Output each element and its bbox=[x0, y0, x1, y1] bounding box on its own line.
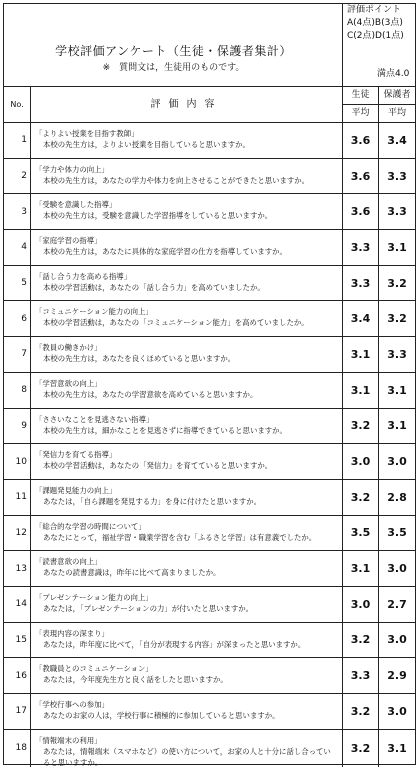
parent-average: 3.1 bbox=[387, 419, 407, 433]
row-content bbox=[31, 516, 343, 551]
student-average: 3.3 bbox=[343, 230, 379, 265]
row-heading: 「プレゼンテーション能力の向上」 bbox=[35, 592, 153, 602]
title-box bbox=[4, 4, 343, 86]
student-average: 3.2 bbox=[343, 730, 379, 767]
row-content bbox=[31, 730, 343, 767]
row-number: 8 bbox=[4, 373, 31, 408]
points-line-1: A(4点)B(3点) bbox=[347, 18, 403, 28]
row-question: あなたは，昨年度に比べて，「自分が表現する内容」が深まったと思いますか。 bbox=[43, 639, 306, 649]
row-heading: 「話し合う力を高める指導」 bbox=[35, 271, 132, 281]
row-content bbox=[31, 230, 343, 265]
row-number: 10 bbox=[4, 444, 31, 479]
table-row bbox=[4, 516, 415, 552]
table-row bbox=[4, 587, 415, 623]
row-content bbox=[31, 194, 343, 229]
row-heading: 「発信力を育てる指導」 bbox=[35, 450, 117, 460]
row-number: 12 bbox=[4, 516, 31, 551]
student-average: 3.1 bbox=[343, 551, 379, 586]
row-question: あなたは，「プレゼンテーションの力」が付いたと思いますか。 bbox=[43, 603, 254, 613]
parent-average: 3.3 bbox=[387, 205, 407, 219]
row-heading: 「学習意欲の向上」 bbox=[35, 378, 102, 388]
row-number: 17 bbox=[4, 694, 31, 729]
table-row bbox=[4, 301, 415, 337]
row-number: 6 bbox=[4, 301, 31, 336]
row-number: 15 bbox=[4, 623, 31, 658]
table-row bbox=[4, 480, 415, 516]
table-row bbox=[4, 123, 415, 159]
row-heading: 「ささいなことを見逃さない指導」 bbox=[35, 414, 154, 424]
row-number: 4 bbox=[4, 230, 31, 265]
row-content bbox=[31, 480, 343, 515]
page-title: 学校評価アンケート（生徒・保護者集計） bbox=[55, 44, 292, 58]
student-average: 3.3 bbox=[343, 658, 379, 693]
parent-average: 3.3 bbox=[387, 347, 407, 361]
row-question: あなたにとって，福祉学習・職業学習を含む「ふるさと学習」は有意義でしたか。 bbox=[43, 532, 317, 542]
row-heading: 「教員の働きかけ」 bbox=[35, 343, 102, 353]
table-body bbox=[4, 123, 415, 767]
row-heading: 「家庭学習の指導」 bbox=[35, 236, 102, 246]
table-row bbox=[4, 694, 415, 730]
student-average: 3.2 bbox=[343, 480, 379, 515]
row-number: 3 bbox=[4, 194, 31, 229]
parent-average: 3.0 bbox=[387, 704, 407, 718]
row-number: 7 bbox=[4, 337, 31, 372]
table-row bbox=[4, 337, 415, 373]
col-parent-sub: 平均 bbox=[387, 108, 406, 118]
row-question: 本校の先生方は，よりよい授業を目指していると思いますか。 bbox=[43, 140, 250, 149]
parent-average: 3.2 bbox=[387, 276, 407, 290]
row-heading: 「総合的な学習の時間について」 bbox=[35, 521, 146, 531]
student-average: 3.6 bbox=[343, 194, 379, 229]
parent-average: 2.9 bbox=[387, 669, 407, 683]
row-content bbox=[31, 337, 343, 372]
col-student-sub: 平均 bbox=[351, 108, 370, 118]
row-heading: 「学校行事への参加」 bbox=[35, 700, 109, 709]
row-question: 本校の先生方は，細かなことを見逃さずに指導できていると思いますか。 bbox=[43, 425, 287, 435]
row-question: あなたは，情報端末（スマホなど）の使い方について，お家の人と十分に話し合っていると思いますか。 bbox=[43, 746, 331, 767]
parent-average: 2.7 bbox=[387, 597, 407, 611]
row-question: あなたは，今年度先生方と良く話をしたと思いますか。 bbox=[43, 675, 228, 685]
column-headers bbox=[4, 87, 415, 123]
col-student-label: 生徒 bbox=[343, 87, 378, 105]
row-number: 14 bbox=[4, 587, 31, 622]
student-average: 3.1 bbox=[343, 337, 379, 372]
student-average: 3.5 bbox=[343, 516, 379, 551]
row-question: 本校の先生方は，あなたを良くほめていると思いますか。 bbox=[43, 354, 236, 364]
survey-table bbox=[3, 3, 416, 765]
parent-average: 3.0 bbox=[387, 562, 407, 576]
parent-average: 2.8 bbox=[387, 490, 407, 504]
row-number: 2 bbox=[4, 159, 31, 194]
points-line-2: C(2点)D(1点) bbox=[347, 31, 404, 41]
col-content: 評価内容 bbox=[31, 87, 343, 122]
row-number: 16 bbox=[4, 658, 31, 693]
table-row bbox=[4, 230, 415, 266]
row-question: 本校の先生方は，あなたの学習意欲を高めていると思いますか。 bbox=[43, 389, 258, 399]
row-question: 本校の先生方は，あなたに具体的な家庭学習の仕方を指導していますか。 bbox=[43, 247, 287, 257]
row-content bbox=[31, 444, 343, 479]
table-row bbox=[4, 730, 415, 767]
row-content bbox=[31, 551, 343, 586]
row-heading: 「読書意欲の向上」 bbox=[35, 557, 102, 567]
row-heading: 「課題発見能力の向上」 bbox=[35, 485, 117, 495]
student-average: 3.4 bbox=[343, 301, 379, 336]
row-question: あなたのお家の人は，学校行事に積極的に参加していると思いますか。 bbox=[43, 711, 280, 720]
row-question: 本校の先生方は，あなたの学力や体力を向上させることができたと思いますか。 bbox=[43, 175, 310, 185]
row-number: 1 bbox=[4, 123, 31, 158]
row-content bbox=[31, 409, 343, 444]
row-number: 13 bbox=[4, 551, 31, 586]
row-heading: 「コミュニケーション能力の向上」 bbox=[35, 307, 153, 317]
student-average: 3.0 bbox=[343, 444, 379, 479]
student-average: 3.3 bbox=[343, 266, 379, 301]
row-number: 18 bbox=[4, 730, 31, 767]
row-question: 本校の学習活動は，あなたの「コミュニケーション能力」を高めていましたか。 bbox=[43, 318, 309, 328]
parent-average: 3.4 bbox=[387, 133, 407, 147]
row-number: 9 bbox=[4, 409, 31, 444]
row-number: 11 bbox=[4, 480, 31, 515]
max-score: 満点4.0 bbox=[377, 69, 410, 79]
table-row bbox=[4, 444, 415, 480]
table-row bbox=[4, 623, 415, 659]
row-heading: 「学力や体力の向上」 bbox=[35, 164, 109, 174]
parent-average: 3.2 bbox=[387, 312, 407, 326]
table-header bbox=[4, 4, 415, 87]
row-question: 本校の学習活動は，あなたの「話し合う力」を高めていましたか。 bbox=[43, 282, 265, 292]
row-content bbox=[31, 373, 343, 408]
table-row bbox=[4, 658, 415, 694]
table-row bbox=[4, 266, 415, 302]
parent-average: 3.0 bbox=[387, 633, 407, 647]
student-average: 3.6 bbox=[343, 123, 379, 158]
parent-average: 3.1 bbox=[387, 383, 407, 397]
row-heading: 「受験を意識した指導」 bbox=[35, 200, 117, 210]
title-note: ※ 質問文は，生徒用のものです。 bbox=[102, 63, 245, 73]
parent-average: 3.1 bbox=[387, 240, 407, 254]
row-content bbox=[31, 658, 343, 693]
table-row bbox=[4, 194, 415, 230]
parent-average: 3.0 bbox=[387, 455, 407, 469]
table-row bbox=[4, 373, 415, 409]
row-content bbox=[31, 159, 343, 194]
row-question: あなたの読書意識は，昨年に比べて高まりましたか。 bbox=[43, 568, 221, 578]
student-average: 3.6 bbox=[343, 159, 379, 194]
student-average: 3.2 bbox=[343, 694, 379, 729]
col-parent bbox=[379, 87, 415, 122]
table-row bbox=[4, 159, 415, 195]
table-row bbox=[4, 551, 415, 587]
row-number: 5 bbox=[4, 266, 31, 301]
row-question: 本校の先生方は，受験を意識した学習指導をしていると思いますか。 bbox=[43, 211, 273, 221]
parent-average: 3.1 bbox=[387, 741, 407, 755]
col-parent-label: 保護者 bbox=[379, 87, 415, 105]
row-question: あなたは，「自ら課題を発見する力」を身に付けたと思いますか。 bbox=[43, 496, 262, 506]
row-content bbox=[31, 587, 343, 622]
row-question: 本校の学習活動は，あなたの「発信力」を育てていると思いますか。 bbox=[43, 461, 273, 471]
student-average: 3.0 bbox=[343, 587, 379, 622]
student-average: 3.2 bbox=[343, 409, 379, 444]
col-no: No. bbox=[4, 87, 31, 122]
parent-average: 3.5 bbox=[387, 526, 407, 540]
row-heading: 「よりよい授業を目指す教師」 bbox=[35, 129, 139, 138]
row-heading: 「教職員とのコミュニケーション」 bbox=[35, 664, 153, 674]
row-heading: 「情報端末の利用」 bbox=[35, 735, 102, 745]
row-content bbox=[31, 623, 343, 658]
table-row bbox=[4, 409, 415, 445]
student-average: 3.2 bbox=[343, 623, 379, 658]
student-average: 3.1 bbox=[343, 373, 379, 408]
row-content bbox=[31, 301, 343, 336]
row-content bbox=[31, 694, 343, 729]
points-legend bbox=[344, 4, 415, 86]
col-student bbox=[343, 87, 379, 122]
points-title: 評価ポイント bbox=[347, 5, 402, 15]
row-content bbox=[31, 266, 343, 301]
row-content bbox=[31, 123, 343, 158]
row-heading: 「表現内容の深まり」 bbox=[35, 628, 109, 638]
parent-average: 3.3 bbox=[387, 169, 407, 183]
